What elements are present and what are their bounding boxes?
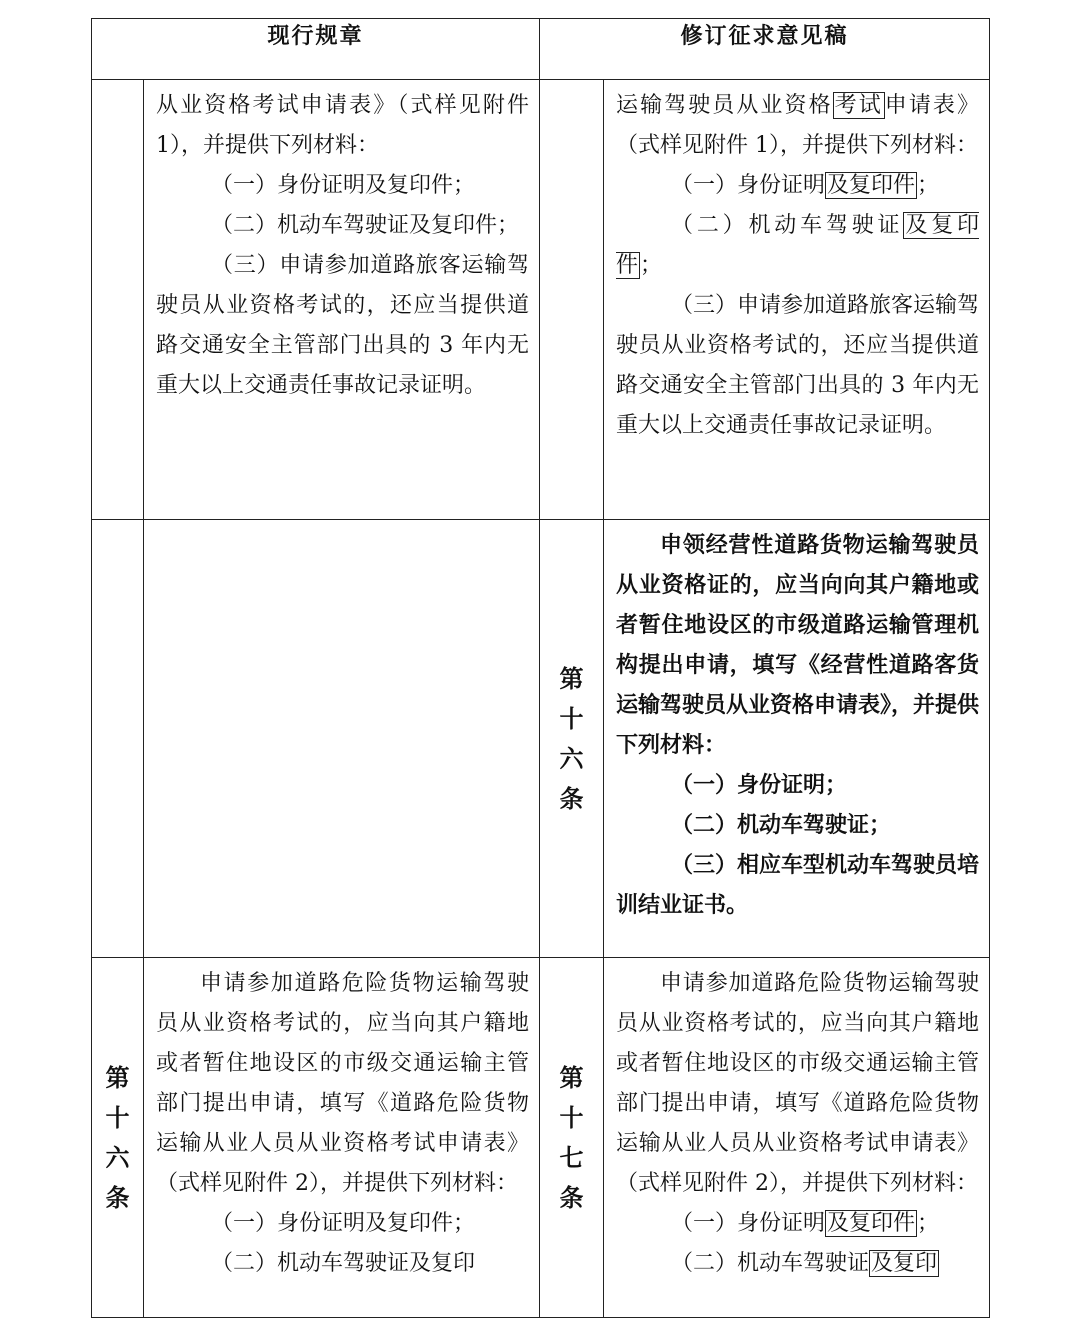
right-article-text — [604, 80, 990, 520]
paragraph: （一）身份证明； — [671, 773, 848, 798]
paragraph: 从业资格考试申请表》（式样见附件 1），并提供下列材料： — [156, 93, 530, 158]
paragraph: 申领经营性道路货物运输驾驶员从业资格证的，应当向向其户籍地或者暂住地设区的市级道路运输管理机构提出申请，填写《经营性道路客货运输驾驶员从业资格申请表》，并提供下列材料： — [616, 533, 980, 758]
article-number-char: 第 — [559, 1063, 584, 1092]
right-article-text — [604, 520, 990, 958]
article-number-char: 六 — [559, 744, 584, 773]
article-number-char: 六 — [105, 1143, 130, 1172]
left-article-label — [92, 80, 144, 520]
paragraph: （三）相应车型机动车驾驶员培训结业证书。 — [616, 853, 980, 918]
paragraph: （一）身份证明及复印件； — [211, 1211, 476, 1236]
article-number-char: 十 — [559, 704, 584, 733]
article-number-char: 第 — [105, 1063, 130, 1092]
paragraph: （二）机动车驾驶证； — [671, 813, 892, 838]
header-current-regulation: 现行规章 — [92, 19, 540, 80]
paragraph: 运输驾驶员从业资格考试申请表》（式样见附件 1），并提供下列材料： — [616, 93, 979, 158]
paragraph: （二）机动车驾驶证及复印 — [211, 1251, 476, 1276]
paragraph: （二）机动车驾驶证及复印 — [671, 1251, 938, 1276]
comparison-table — [91, 18, 990, 1318]
table-header-row — [92, 19, 990, 80]
table-row — [92, 958, 990, 1318]
right-article-label — [540, 80, 604, 520]
article-number-char: 第 — [559, 664, 584, 693]
paragraph: （二）机动车驾驶证及复印件； — [616, 213, 980, 278]
article-number-char: 条 — [559, 1183, 584, 1212]
paragraph: 申请参加道路危险货物运输驾驶员从业资格考试的，应当向其户籍地或者暂住地设区的市级交通运输主管部门提出申请，填写《道路危险货物运输从业人员从业资格考试申请表》（式样见附件 2），并提供下列材料： — [156, 971, 530, 1196]
paragraph: （一）身份证明及复印件； — [671, 173, 940, 198]
paragraph: 申请参加道路危险货物运输驾驶员从业资格考试的，应当向其户籍地或者暂住地设区的市级交通运输主管部门提出申请，填写《道路危险货物运输从业人员从业资格考试申请表》（式样见附件 2），并提供下列材料： — [616, 971, 980, 1196]
paragraph: （二）机动车驾驶证及复印件； — [211, 213, 520, 238]
left-article-text — [144, 520, 540, 958]
header-revised-draft: 修订征求意见稿 — [540, 19, 990, 80]
paragraph: （一）身份证明及复印件； — [211, 173, 476, 198]
table-row — [92, 80, 990, 520]
article-number-char: 十 — [559, 1103, 584, 1132]
right-article-label — [540, 520, 604, 958]
article-number-char: 七 — [559, 1143, 584, 1172]
paragraph: （一）身份证明及复印件； — [671, 1211, 940, 1236]
left-article-label — [92, 520, 144, 958]
left-article-label — [92, 958, 144, 1318]
left-article-text — [144, 958, 540, 1318]
article-number-char: 条 — [105, 1183, 130, 1212]
paragraph: （三）申请参加道路旅客运输驾驶员从业资格考试的，还应当提供道路交通安全主管部门出具的 3 年内无重大以上交通责任事故记录证明。 — [156, 253, 530, 398]
table-row — [92, 520, 990, 958]
article-number-char: 条 — [559, 784, 584, 813]
right-article-label — [540, 958, 604, 1318]
right-article-text — [604, 958, 990, 1318]
paragraph: （三）申请参加道路旅客运输驾驶员从业资格考试的，还应当提供道路交通安全主管部门出具的 3 年内无重大以上交通责任事故记录证明。 — [616, 293, 980, 438]
left-article-text — [144, 80, 540, 520]
article-number-char: 十 — [105, 1103, 130, 1132]
